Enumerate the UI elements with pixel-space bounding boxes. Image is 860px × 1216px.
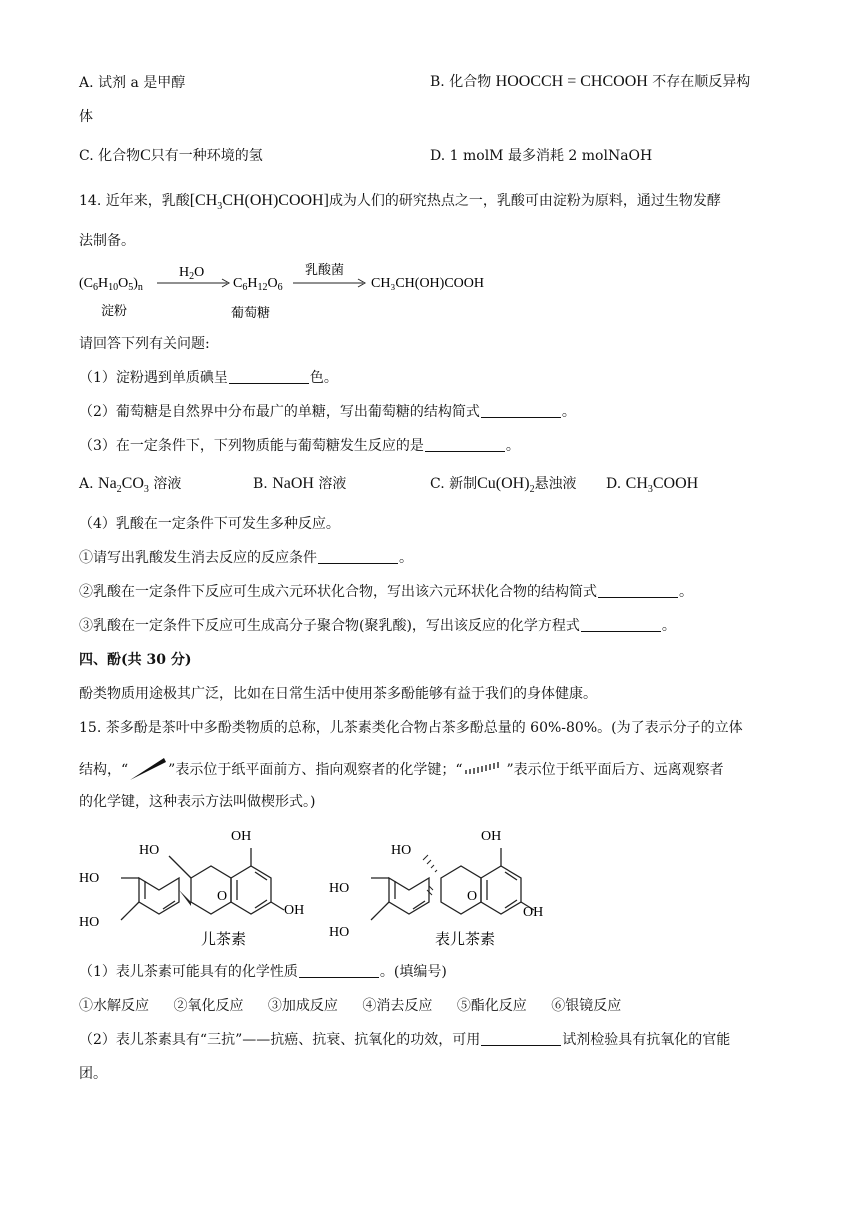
q15-part1 xyxy=(79,962,447,982)
answer-blank-2[interactable] xyxy=(481,403,561,418)
atom-o-right: O xyxy=(467,889,478,904)
q13-option-c xyxy=(79,146,263,166)
option-a-suffix: 溶液 xyxy=(153,476,182,492)
q14-part3-option-c xyxy=(430,474,577,500)
wedge-bond-left xyxy=(179,890,191,906)
reagent-water: $H_2O$ xyxy=(179,265,205,282)
section-intro: 酚类物质用途极其广泛，比如在日常生活中使用茶多酚能够有益于我们的身体健康。 xyxy=(79,686,597,702)
answer-blank-7[interactable] xyxy=(299,963,379,978)
answer-blank-3[interactable] xyxy=(425,437,505,452)
q14-part3: （3）在一定条件下，下列物质能与葡萄糖发生反应的是 。 xyxy=(79,438,520,454)
choice-esterification: ⑤酯化反应 xyxy=(456,998,527,1014)
atom-ho-a-left: HO xyxy=(79,871,100,886)
q15-part2-continuation: 团。 xyxy=(79,1066,107,1082)
option-b-prefix: B. xyxy=(253,476,268,492)
q15-stem-part-b: ”表示位于纸平面前方、指向观察者的化学键；“ xyxy=(168,762,463,778)
q14-part1-prefix: （1）淀粉遇到单质碘呈 xyxy=(79,370,228,386)
q14-part4-sub3: ③乳酸在一定条件下反应可生成高分子聚合物(聚乳酸)，写出该反应的化学方程式 。 xyxy=(79,618,676,634)
answer-blank-5[interactable] xyxy=(598,583,678,598)
catechin-structures xyxy=(79,820,544,955)
atom-oh-right-right: OH xyxy=(523,905,544,920)
q14-part2: （2）葡萄糖是自然界中分布最广的单糖，写出葡萄糖的结构简式 。 xyxy=(79,404,576,420)
atom-oh-right-left: OH xyxy=(284,903,305,918)
q15-stem-part-c: ”表示位于纸平面后方、远离观察者 xyxy=(506,762,724,778)
option-a-prefix: A. xyxy=(79,476,94,492)
q14-part4-sub1-text: ①请写出乳酸发生消去反应的反应条件 xyxy=(79,550,317,566)
q15-stem-line3: 的化学键，这种表示方法叫做楔形式。) xyxy=(79,794,316,810)
q14-part4: （4）乳酸在一定条件下可发生多种反应。 xyxy=(79,516,340,532)
q13-option-c-prefix: C. 化合物 xyxy=(79,148,141,164)
q15-stem-part-a: 结构，“ xyxy=(79,762,129,778)
na2co3-formula: $Na_2CO_3$ xyxy=(98,475,149,496)
q15-stem-line2 xyxy=(79,756,724,782)
q15-part2 xyxy=(79,1030,730,1050)
q15-part2-text: （2）表儿茶素具有“三抗”——抗癌、抗衰、抗氧化的功效，可用 xyxy=(79,1032,481,1048)
acetic-acid-formula: $CH_3COOH$ xyxy=(625,475,699,496)
q13-option-a: A. 试剂 a 是甲醇 xyxy=(79,75,186,91)
q14-part1 xyxy=(79,368,338,388)
answer-blank-4[interactable] xyxy=(318,549,398,564)
q14-stem-line2: 法制备。 xyxy=(79,233,135,249)
choice-silver-mirror: ⑥银镜反应 xyxy=(551,998,622,1014)
atom-o-left: O xyxy=(217,889,228,904)
atom-ho-b-left: HO xyxy=(79,915,100,930)
q13-option-b-formula: HOOCCH = CHCOOH xyxy=(495,73,648,90)
answer-blank-6[interactable] xyxy=(581,617,661,632)
q14-part3-option-b xyxy=(253,474,346,494)
q14-prompt: 请回答下列有关问题: xyxy=(79,336,210,352)
starch-formula: $(C_6H_{10}O_5)_n$ xyxy=(79,276,143,293)
choice-elimination: ④消去反应 xyxy=(362,998,433,1014)
q14-part4-sub1: ①请写出乳酸发生消去反应的反应条件 。 xyxy=(79,550,413,566)
label-epicatechin: 表儿茶素 xyxy=(435,932,496,948)
q14-part4-sub2: ②乳酸在一定条件下反应可生成六元环状化合物，写出该六元环状化合物的结构简式 。 xyxy=(79,584,693,600)
option-c-prefix: C. 新制 xyxy=(430,476,478,492)
hashed-bond-icon xyxy=(463,758,507,778)
q14-stem-suffix: 成为人们的研究热点之一，乳酸可由淀粉为原料，通过生物发酵 xyxy=(328,193,721,209)
q14-part2-text: （2）葡萄糖是自然界中分布最广的单糖，写出葡萄糖的结构简式 xyxy=(79,404,480,420)
q14-part1-suffix: 色。 xyxy=(309,370,338,386)
wedge-bond-icon xyxy=(128,756,168,782)
label-glucose: 葡萄糖 xyxy=(231,305,271,320)
q13-option-b-suffix: 不存在顺反异构 xyxy=(652,74,751,90)
atom-ho-a-right: HO xyxy=(329,881,350,896)
cuoh2-formula: $Cu(OH)_2$ xyxy=(477,475,535,496)
reagent-lactobacillus: 乳酸菌 xyxy=(305,262,345,277)
option-c-suffix: 悬浊液 xyxy=(534,476,577,492)
atom-ho-b-right: HO xyxy=(329,925,350,940)
answer-blank-1[interactable] xyxy=(229,369,309,384)
q14-part4-sub2-text: ②乳酸在一定条件下反应可生成六元环状化合物，写出该六元环状化合物的结构简式 xyxy=(79,584,597,600)
choice-hydrolysis: ①水解反应 xyxy=(79,998,149,1014)
label-starch: 淀粉 xyxy=(101,303,128,318)
atom-ho-mid-right: HO xyxy=(391,843,412,858)
lactic-acid-product: CH₃CH(OH)COOH xyxy=(371,276,484,291)
q13-option-d-prefix: D. xyxy=(430,148,446,164)
lactic-acid-formula: $[CH_3CH(OH)COOH]$ xyxy=(189,192,329,213)
q15-stem-line1: 15. 茶多酚是茶叶中多酚类物质的总称，儿茶素类化合物占茶多酚总量的 60%-80%。(为了表示分子的立体 xyxy=(79,720,743,736)
q14-stem-prefix: 14. 近年来，乳酸 xyxy=(79,193,190,209)
atom-ho-mid-left: HO xyxy=(139,843,160,858)
q15-choices xyxy=(79,996,641,1016)
q15-part2-suffix: 试剂检验具有抗氧化的官能 xyxy=(562,1032,731,1048)
naoh-formula: NaOH xyxy=(272,475,314,492)
q13-option-b-prefix: B. 化合物 xyxy=(430,74,492,90)
q13-option-b-continuation: 体 xyxy=(79,109,93,125)
option-d-prefix: D. xyxy=(606,476,622,492)
q15-part1-text: （1）表儿茶素可能具有的化学性质 xyxy=(79,964,298,980)
label-catechin: 儿茶素 xyxy=(201,932,247,948)
q13-option-c-formula: C xyxy=(140,147,151,164)
q13-option-b xyxy=(430,72,750,92)
option-b-suffix: 溶液 xyxy=(318,476,347,492)
section-title: 四、酚(共 30 分) xyxy=(79,652,192,668)
catechin-structure xyxy=(121,848,284,920)
q14-part3-option-a xyxy=(79,474,181,500)
choice-oxidation: ②氧化反应 xyxy=(173,998,244,1014)
answer-blank-8[interactable] xyxy=(481,1031,561,1046)
glucose-formula: $C_6H_{12}O_6$ xyxy=(233,276,283,293)
q14-stem-line1 xyxy=(79,191,721,217)
choice-addition: ③加成反应 xyxy=(267,998,338,1014)
q13-option-d-text: 1 molM 最多消耗 2 molNaOH xyxy=(449,148,653,164)
q14-part3-text: （3）在一定条件下，下列物质能与葡萄糖发生反应的是 xyxy=(79,438,424,454)
q13-option-d xyxy=(430,146,652,166)
q15-part1-suffix: 。(填编号) xyxy=(379,964,447,980)
q13-option-c-suffix: 只有一种环境的氢 xyxy=(150,148,263,164)
q14-part4-sub3-text: ③乳酸在一定条件下反应可生成高分子聚合物(聚乳酸)，写出该反应的化学方程式 xyxy=(79,618,580,634)
atom-oh-top-right: OH xyxy=(481,829,502,844)
epicatechin-structure xyxy=(371,848,534,920)
atom-oh-top-left: OH xyxy=(231,829,252,844)
fermentation-scheme xyxy=(79,260,519,324)
q14-part3-option-d xyxy=(606,474,698,500)
